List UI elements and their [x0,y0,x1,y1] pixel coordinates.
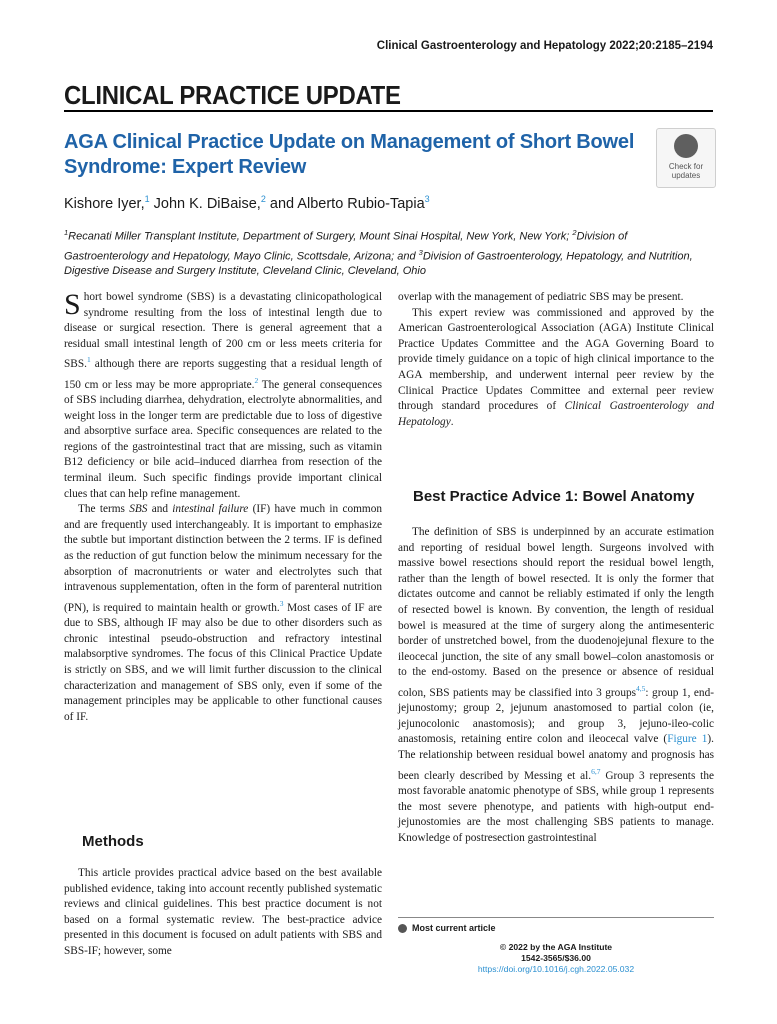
paragraph-text: (IF) have much in common and are frequently used interchangeably. It is important to emphasize the subtle but important distinction between the 2 terms. IF is defined as the reduction of gut function below the minimum necessary for the absorption of macronutrients or water and electrolytes such that intravenous supplementation, often in the form of parenteral nutrition (PN), is required to maintain health or growth. [64,503,383,614]
affiliations [64,225,714,279]
reference-link[interactable]: 1 [86,355,91,365]
intro-paragraph [64,290,382,502]
figure-link[interactable]: Figure 1 [667,733,708,746]
journal-name: Clinical Gastroenterology and Hepatology [398,400,714,428]
bookmark-icon [674,134,698,158]
right-column [398,290,714,430]
check-for-updates-badge[interactable] [656,128,716,188]
author-affiliation-ref[interactable]: 3 [424,194,430,204]
methods-heading: Methods [82,833,144,850]
paragraph-text: The definition of SBS is underpinned by an accurate estimation and reporting of residual bowel length. Surgeons involved with massive bowel resections should report the residual bowel length, rather than the length of bowel resected. It is only the former that dictates outcome and cannot be reliably estimated if only the length of resected bowel is known. By convention, the length of residual bowel is measured at the time of surgery along the antimesenteric border of unstretched bowel, from the duodenojejunal flexure to the ileocecal junction, the site of any small bowel–colon anastomosis or to the end-ostomy. Based on the presence or absence of residual colon, SBS patients may be classified into 3 groups [398,526,714,699]
best-practice-heading: Best Practice Advice 1: Bowel Anatomy [413,488,695,505]
footer-metadata [398,942,714,975]
paragraph-text: hort bowel syndrome (SBS) is a devastating clinicopathological syndrome resulting from the loss of intestinal length due to disease or surgical resection. There is general agreement that a residual small intestinal length of 200 cm or less meets criteria for SBS. [64,291,382,371]
commission-paragraph [398,306,714,431]
term-sbs: SBS [129,503,148,516]
best-practice-section [398,525,714,846]
affiliation-text: Recanati Miller Transplant Institute, Department of Surgery, Mount Sinai Hospital, New York, New York; [68,230,573,243]
section-divider [64,110,713,112]
paragraph-text: although there are reports suggesting that a residual length of 150 cm or less may be more appropriate. [64,358,382,391]
author-affiliation-ref[interactable]: 2 [260,194,266,204]
paragraph-text: ). The relationship between residual bowel anatomy and prognosis has been clearly described by Messing et al. [398,733,714,782]
article-title: AGA Clinical Practice Update on Management of Short Bowel Syndrome: Expert Review [64,131,635,178]
affiliation-text: Division of Gastroenterology and Hepatology, Mayo Clinic, Scottsdale, Arizona; and [64,230,628,263]
paragraph-text: Group 3 represents the most favorable anatomic phenotype of SBS, while group 1 represents the most severe phenotype, and patients with high-output end-jejunostomies are the most challenging SBS patients to manage. Knowledge of postresection gastrointestinal [398,769,714,844]
paragraph-text: . [450,415,454,428]
affiliation-number: 2 [572,228,577,237]
affiliation-number: 3 [418,247,423,257]
reference-link[interactable]: 3 [279,598,284,608]
author-list [64,194,430,212]
section-title: CLINICAL PRACTICE UPDATE [64,80,401,110]
paragraph-text: Most cases of IF are due to SBS, although IF may also be due to other disorders such as chronic intestinal pseudo-obstruction and refractory intestinal malabsorptive syndromes. The focus of this Clinical Practice Update is strictly on SBS, and we will limit further discussion to the clinical characterization and management of SBS only, even if some of the management principles may be applicable to other functional causes of IF. [64,601,383,723]
intro-paragraph-2 [64,502,382,725]
footer-divider [398,917,714,918]
reference-link[interactable]: 2 [254,375,259,385]
paragraph-text: This expert review was commissioned and approved by the American Gastroenterological Association (AGA) Institute Clinical Practice Updates Committee and the AGA Governing Board to provide timely guidance on a topic of high clinical importance to the AGA membership, and underwent internal peer review by the Clinical Practice Updates Committee and external peer review through standard procedures of [398,306,714,413]
doi-link[interactable]: https://doi.org/10.1016/j.cgh.2022.05.032 [477,964,635,974]
paragraph-text: The terms [78,503,130,516]
methods-paragraph: This article provides practical advice based on the best available published evidence, taking into account recently published systematic reviews and clinical guidelines. This best practice document is not based on a formal systematic review. The best-practice advice presented in this document is focused on adult patients with SBS and SBS-IF; however, some [64,867,382,957]
issn: 1542-3565/$36.00 [521,953,591,963]
copyright: © 2022 by the AGA Institute [499,942,613,952]
methods-section [64,866,382,960]
current-article-label: Most current article [412,923,496,933]
current-article-icon [398,924,407,933]
author-affiliation-ref[interactable]: 1 [144,194,150,204]
affiliation-number: 1 [64,228,69,237]
continued-paragraph: overlap with the management of pediatric SBS may be present. [398,291,684,303]
check-for-updates-label: Check for updates [668,162,704,180]
term-intestinal-failure: intestinal failure [172,503,249,516]
most-current-article[interactable] [398,923,496,933]
paragraph-text: The general consequences of SBS including diarrhea, dehydration, electrolyte abnormalities, and weight loss in the longer term are predictable due to loss of digestive and absorptive surface area. Specific consequences are related to the regions of the gastrointestinal tract that are missing, such as vitamin B12 deficiency or bile acid–induced diarrhea from resection of the terminal ileum. Such specific findings provide important clinical clues that can help refine management. [64,378,382,500]
drop-cap: S [64,288,81,321]
best-practice-paragraph [398,525,714,846]
author-name: John K. DiBaise, [149,195,261,212]
left-column [64,290,382,725]
affiliation-text: Division of Gastroenterology, Hepatology, and Nutrition, Digestive Disease and Surgery Institute, Cleveland Clinic, Cleveland, Ohio [64,250,693,278]
author-name: Kishore Iyer, [64,195,145,212]
author-name: and Alberto Rubio-Tapia [265,195,425,212]
reference-link[interactable]: 6,7 [591,766,601,776]
journal-citation: Clinical Gastroenterology and Hepatology 2022;20:2185–2194 [376,40,713,52]
paragraph-text: : group 1, end-jejunostomy; group 2, jejunum anastomosed to partial colon (ie, jejunocolonic anastomosis); and group 3, jejuno-ileo-colic anastomosis, retaining entire colon and ileocecal valve ( [398,686,714,746]
paragraph-text: and [147,503,173,516]
reference-link[interactable]: 4,5 [636,683,646,693]
